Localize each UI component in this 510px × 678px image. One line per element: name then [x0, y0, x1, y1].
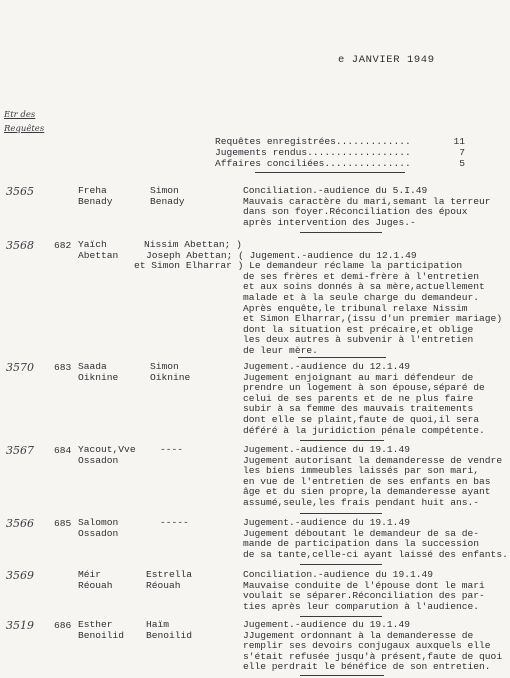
decision-line: Mauvaise conduite de l'épouse dont le mari — [243, 579, 485, 591]
register-number: 683 — [54, 362, 72, 373]
register-number: 685 — [54, 518, 72, 529]
decision-line: malade et à la seule charge du demandeur. — [243, 291, 480, 303]
margin-note-line1: Etr des — [4, 110, 36, 120]
decision-line: elle perdrait le bénéfice de son entretien. — [243, 661, 491, 673]
decision-line: Après enquête,le tribunal relaxe Nissim — [243, 302, 468, 314]
summary-label: Jugements rendus.................. — [215, 147, 411, 158]
handwritten-number: 3567 — [6, 444, 34, 457]
summary-label: Affaires conciliées............... — [215, 158, 411, 169]
summary-value: 7 — [459, 147, 465, 158]
plaintiff-line: Abettan — [78, 249, 119, 261]
plaintiff-line: Méir — [78, 569, 102, 580]
entry-separator — [300, 440, 384, 441]
decision-line: subir à sa femme des mauvais traitements — [243, 403, 474, 415]
decision-line: de leur mère. — [243, 344, 318, 356]
entry-separator — [300, 232, 382, 233]
register-number: 686 — [54, 620, 72, 631]
entry-separator — [300, 675, 384, 676]
plaintiff — [78, 620, 124, 641]
decision-line: déféré à la juridiction pénale compétente. — [243, 424, 485, 436]
plaintiff-line: Benady — [78, 195, 113, 207]
defendant — [150, 362, 190, 383]
decision-line: Jugement.-audience du 19.1.49 — [243, 444, 410, 455]
defendant-line: ---- — [160, 444, 184, 455]
plaintiff-line: Esther — [78, 619, 113, 630]
plaintiff-line: Oiknine — [78, 371, 119, 383]
decision-line: voulait se séparer.Réconciliation des par- — [243, 590, 485, 602]
decision-text — [243, 445, 502, 509]
defendant — [134, 240, 462, 272]
plaintiff-line: Freha — [78, 185, 107, 196]
plaintiff-line: Réouah — [78, 579, 113, 591]
plaintiff-line: Yacout,Vve — [78, 444, 136, 455]
plaintiff — [78, 518, 118, 539]
decision-line: dans son foyer.Réconciliation des époux — [243, 206, 468, 218]
handwritten-number: 3565 — [6, 185, 34, 198]
defendant — [146, 620, 192, 641]
defendant-line: Oiknine — [150, 371, 191, 383]
summary-value: 5 — [459, 158, 465, 169]
plaintiff-line: Yaïch — [78, 239, 107, 250]
defendant-line: Réouah — [146, 579, 181, 591]
decision-line: prendre un logement à son épouse,séparé de — [243, 382, 485, 394]
margin-note-line2: Requêtes — [4, 124, 45, 134]
decision-text — [243, 570, 485, 612]
plaintiff — [78, 445, 136, 466]
decision-line: mande de participation dans la succession — [243, 538, 480, 550]
defendant-line: Simon — [150, 185, 179, 196]
decision-line: Jugement déboutant le demandeur de sa de- — [243, 527, 480, 539]
decision-line: les deux autres à subvenir à l'entretien — [243, 334, 474, 346]
register-number: 684 — [54, 445, 72, 456]
decision-text — [243, 272, 502, 357]
decision-line: dont elle se plaint,faute de quoi,il sera — [243, 413, 480, 425]
decision-text — [243, 620, 502, 673]
defendant-line: et Simon Elharrar ) Le demandeur réclame la participation — [134, 260, 463, 272]
plaintiff — [78, 186, 113, 207]
margin-note — [4, 108, 52, 136]
decision-line: Conciliation.-audience du 5.I.49 — [243, 185, 428, 196]
summary-label: Requêtes enregistrées............. — [215, 136, 411, 147]
decision-line: Jugement.-audience du 12.1.49 — [243, 361, 410, 372]
decision-line: de ses frères et demi-frère à l'entretien — [243, 270, 480, 282]
decision-line: Jugement enjoignant au mari défendeur de — [243, 371, 474, 383]
plaintiff — [78, 240, 118, 261]
decision-line: Jugement autorisant la demanderesse de vendre — [243, 454, 503, 466]
decision-line: remplir ses devoirs conjugaux auxquels elle — [243, 640, 491, 652]
summary-row — [215, 136, 465, 147]
handwritten-number: 3569 — [6, 569, 34, 582]
decision-line: les biens immeubles laissés par son mari, — [243, 465, 480, 477]
defendant-line: ----- — [160, 517, 189, 528]
defendant-line: Haïm — [146, 619, 170, 630]
decision-line: dont la situation est précaire,et oblige — [243, 323, 474, 335]
decision-line: de sa tante,celle-ci ayant laissé des enfants. — [243, 548, 508, 560]
decision-line: assumé,seule,les frais pendant huit ans.- — [243, 496, 480, 508]
summary-rule — [255, 172, 405, 173]
handwritten-number: 3570 — [6, 361, 34, 374]
plaintiff-line: Ossadon — [78, 454, 119, 466]
defendant-line: Benady — [150, 195, 185, 207]
decision-line: JJugement ordonnant à la demanderesse de — [243, 629, 474, 641]
decision-line: ties après leur comparution à l'audience. — [243, 600, 480, 612]
plaintiff — [78, 570, 113, 591]
summary-value: 11 — [453, 136, 465, 147]
decision-line: s'était refusée jusqu'à présent,faute de quoi — [243, 650, 503, 662]
decision-line: celui de ses parents et de ne plus faire — [243, 392, 474, 404]
decision-line: Jugement.-audience du 19.1.49 — [243, 517, 410, 528]
entry-separator — [300, 616, 382, 617]
plaintiff-line: Benoilid — [78, 629, 125, 641]
page-date: e JANVIER 1949 — [338, 54, 435, 66]
defendant-line: Simon — [150, 361, 179, 372]
summary-row — [215, 158, 465, 169]
summary-row — [215, 147, 465, 158]
decision-line: et aux soins donnés à sa mère,actuellement — [243, 281, 485, 293]
register-number: 682 — [54, 240, 72, 251]
entry-separator — [298, 357, 386, 358]
defendant-line: Joseph Abettan; ( Jugement.-audience du 12.1.49 — [146, 249, 417, 261]
summary-block — [215, 136, 465, 173]
decision-line: en vue de l'entretien de ses enfants en bas — [243, 475, 491, 487]
defendant-line: Benoilid — [146, 629, 193, 641]
defendant-line: Estrella — [146, 569, 193, 580]
decision-text — [243, 186, 491, 228]
decision-line: Mauvais caractère du mari,semant la terreur — [243, 195, 491, 207]
defendant — [146, 570, 192, 591]
defendant — [160, 518, 189, 529]
plaintiff-line: Salomon — [78, 517, 119, 528]
entry-separator — [300, 513, 382, 514]
defendant — [160, 445, 183, 456]
decision-text — [243, 362, 485, 436]
decision-text — [243, 518, 508, 560]
decision-line: et Simon Elharrar,(issu d'un premier mariage) — [243, 313, 503, 325]
decision-line: Conciliation.-audience du 19.1.49 — [243, 569, 433, 580]
handwritten-number: 3566 — [6, 517, 34, 530]
entry-separator — [300, 564, 382, 565]
decision-line: âge et du sien propre,la demanderesse ayant — [243, 486, 491, 498]
defendant — [150, 186, 185, 207]
plaintiff-line: Saada — [78, 361, 107, 372]
defendant-line: Nissim Abettan; ) — [144, 239, 242, 250]
plaintiff — [78, 362, 118, 383]
handwritten-number: 3568 — [6, 239, 34, 252]
handwritten-number: 3519 — [6, 619, 34, 632]
decision-line: Jugement.-audience du 19.1.49 — [243, 619, 410, 630]
decision-line: après intervention des Juges.- — [243, 216, 416, 228]
plaintiff-line: Ossadon — [78, 527, 119, 539]
